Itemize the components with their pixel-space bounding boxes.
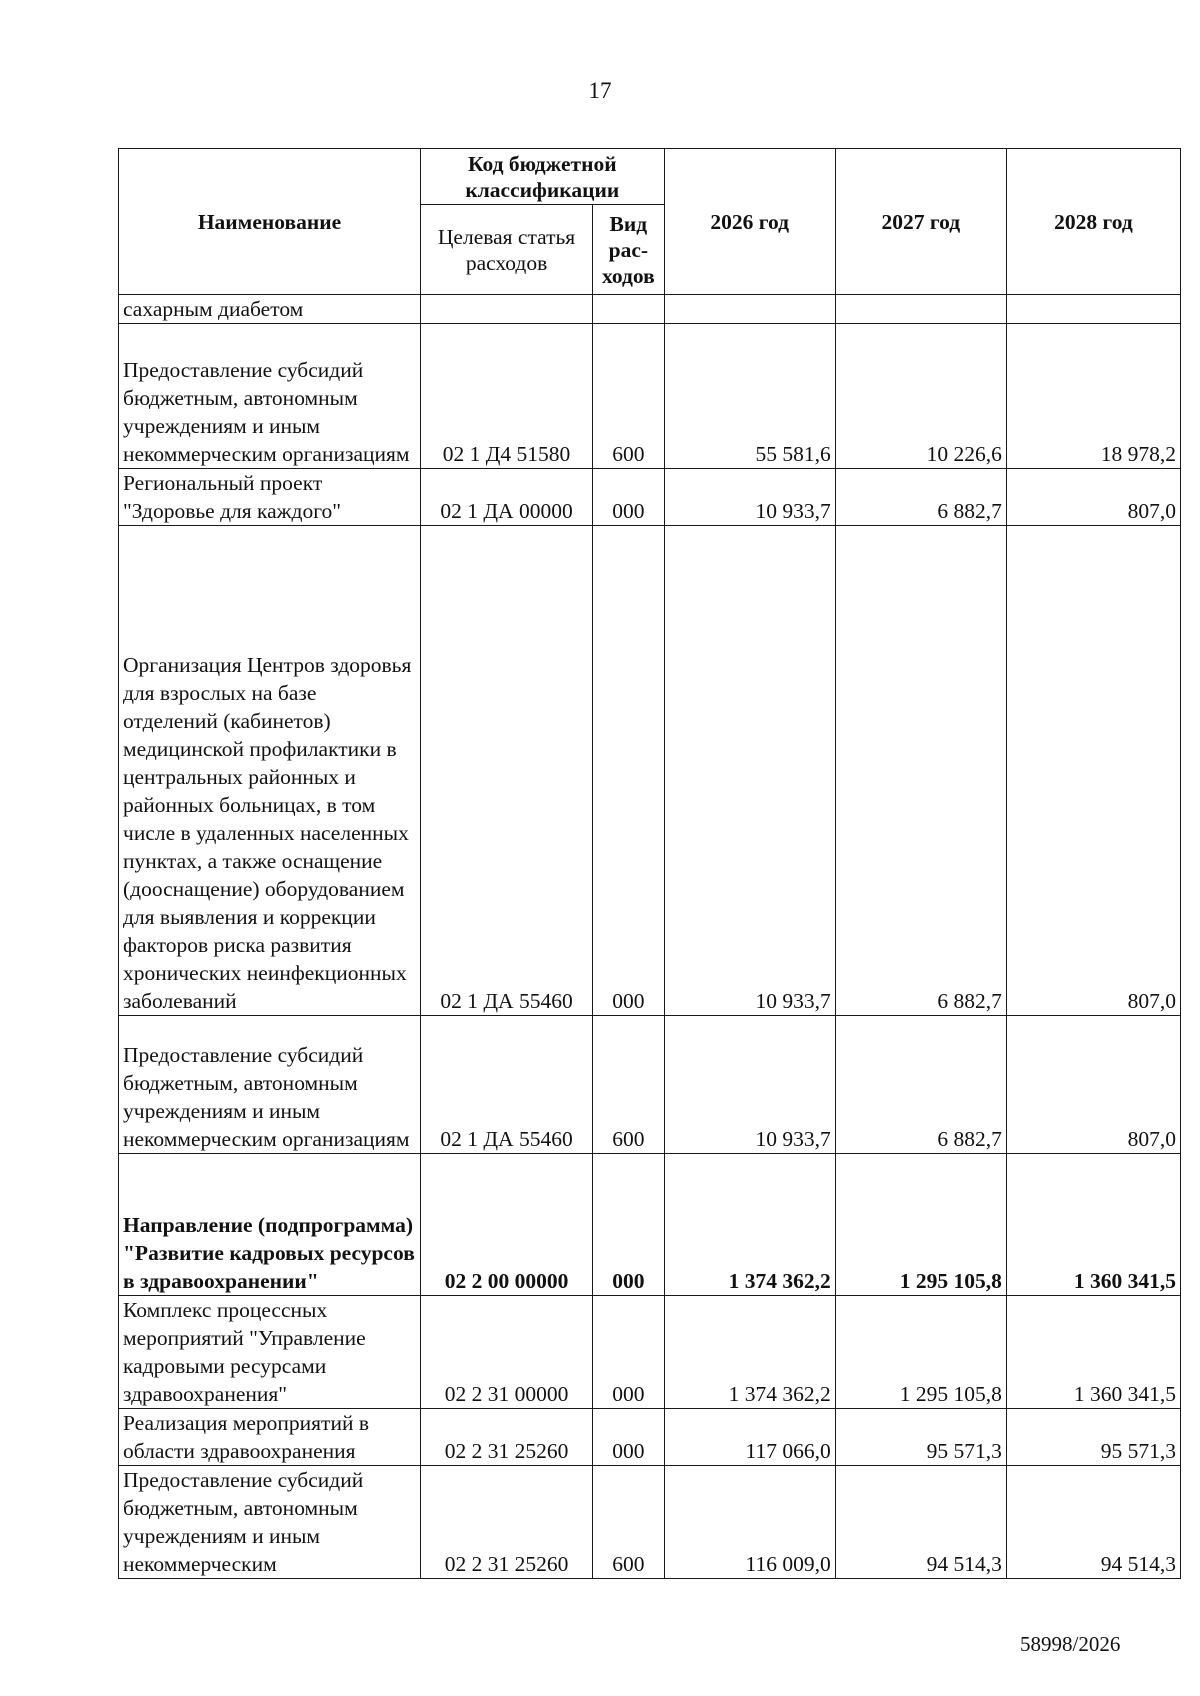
row-2026-cell: 1 374 362,2 — [664, 1154, 835, 1296]
row-2026-cell: 116 009,0 — [664, 1466, 835, 1579]
row-name-cell: Комплекс процессных мероприятий "Управление кадровыми ресурсами здравоохранения" — [119, 1296, 421, 1409]
header-year-2028: 2028 год — [1006, 149, 1180, 295]
row-2027-cell: 94 514,3 — [835, 1466, 1006, 1579]
row-expense-type-cell: 000 — [593, 1409, 664, 1466]
row-2027-cell: 10 226,6 — [835, 324, 1006, 469]
header-name: Наименование — [119, 149, 421, 295]
row-expense-type-cell — [593, 295, 664, 324]
row-2026-cell: 1 374 362,2 — [664, 1296, 835, 1409]
row-expense-type-cell: 600 — [593, 1016, 664, 1154]
row-2028-cell: 18 978,2 — [1006, 324, 1180, 469]
page-number: 17 — [588, 78, 612, 103]
row-expense-type-cell: 600 — [593, 1466, 664, 1579]
row-code-cell: 02 2 31 25260 — [420, 1466, 592, 1579]
row-2028-cell: 1 360 341,5 — [1006, 1296, 1180, 1409]
row-2027-cell: 6 882,7 — [835, 469, 1006, 526]
row-name-cell: Реализация мероприятий в области здравоохранения — [119, 1409, 421, 1466]
row-expense-type-cell: 000 — [593, 469, 664, 526]
header-year-2026: 2026 год — [664, 149, 835, 295]
row-name-cell: сахарным диабетом — [119, 295, 421, 324]
row-code-cell: 02 2 00 00000 — [420, 1154, 592, 1296]
row-2027-cell: 6 882,7 — [835, 526, 1006, 1016]
table-row — [119, 1296, 1181, 1409]
table-row — [119, 1154, 1181, 1296]
table-row — [119, 1016, 1181, 1154]
row-name-cell: Региональный проект "Здоровье для каждого" — [119, 469, 421, 526]
row-code-cell: 02 2 31 25260 — [420, 1409, 592, 1466]
table-row — [119, 469, 1181, 526]
row-expense-type-cell: 600 — [593, 324, 664, 469]
table-row — [119, 324, 1181, 469]
table-body — [119, 295, 1181, 1579]
header-target-article: Целевая статья расходов — [420, 205, 592, 295]
row-2028-cell: 807,0 — [1006, 469, 1180, 526]
row-code-cell: 02 2 31 00000 — [420, 1296, 592, 1409]
table-row — [119, 295, 1181, 324]
row-2027-cell: 6 882,7 — [835, 1016, 1006, 1154]
row-expense-type-cell: 000 — [593, 1296, 664, 1409]
header-code-group: Код бюджетной классификации — [420, 149, 664, 205]
row-2027-cell: 1 295 105,8 — [835, 1296, 1006, 1409]
row-2026-cell: 10 933,7 — [664, 526, 835, 1016]
row-2028-cell: 94 514,3 — [1006, 1466, 1180, 1579]
row-code-cell: 02 1 ДА 55460 — [420, 526, 592, 1016]
row-2028-cell: 95 571,3 — [1006, 1409, 1180, 1466]
row-2027-cell: 1 295 105,8 — [835, 1154, 1006, 1296]
row-2026-cell: 10 933,7 — [664, 469, 835, 526]
table-row — [119, 1466, 1181, 1579]
row-expense-type-cell: 000 — [593, 526, 664, 1016]
row-2026-cell: 55 581,6 — [664, 324, 835, 469]
row-2028-cell: 1 360 341,5 — [1006, 1154, 1180, 1296]
document-code: 58998/2026 — [1020, 1632, 1121, 1656]
row-2028-cell — [1006, 295, 1180, 324]
row-code-cell: 02 1 ДА 55460 — [420, 1016, 592, 1154]
row-name-cell: Предоставление субсидий бюджетным, автономным учреждениям и иным некоммерческим организациям — [119, 1016, 421, 1154]
row-2027-cell: 95 571,3 — [835, 1409, 1006, 1466]
table-row — [119, 526, 1181, 1016]
row-name-cell: Организация Центров здоровья для взрослых на базе отделений (кабинетов) медицинской профилактики в центральных районных и районных больницах, в том числе в удаленных населенных пунктах, а также оснащение (дооснащение) оборудованием для выявления и коррекции факторов риска развития хронических неинфекционных заболеваний — [119, 526, 421, 1016]
row-expense-type-cell: 000 — [593, 1154, 664, 1296]
row-2026-cell: 10 933,7 — [664, 1016, 835, 1154]
row-name-cell: Предоставление субсидий бюджетным, автономным учреждениям и иным некоммерческим — [119, 1466, 421, 1579]
row-code-cell: 02 1 ДА 00000 — [420, 469, 592, 526]
header-expense-type: Вид рас-ходов — [593, 205, 664, 295]
row-name-cell: Направление (подпрограмма) "Развитие кадровых ресурсов в здравоохранении" — [119, 1154, 421, 1296]
row-2026-cell: 117 066,0 — [664, 1409, 835, 1466]
row-name-cell: Предоставление субсидий бюджетным, автономным учреждениям и иным некоммерческим организациям — [119, 324, 421, 469]
row-code-cell: 02 1 Д4 51580 — [420, 324, 592, 469]
header-year-2027: 2027 год — [835, 149, 1006, 295]
row-code-cell — [420, 295, 592, 324]
row-2027-cell — [835, 295, 1006, 324]
table-row — [119, 1409, 1181, 1466]
budget-table — [118, 148, 1181, 1579]
row-2028-cell: 807,0 — [1006, 526, 1180, 1016]
row-2028-cell: 807,0 — [1006, 1016, 1180, 1154]
row-2026-cell — [664, 295, 835, 324]
